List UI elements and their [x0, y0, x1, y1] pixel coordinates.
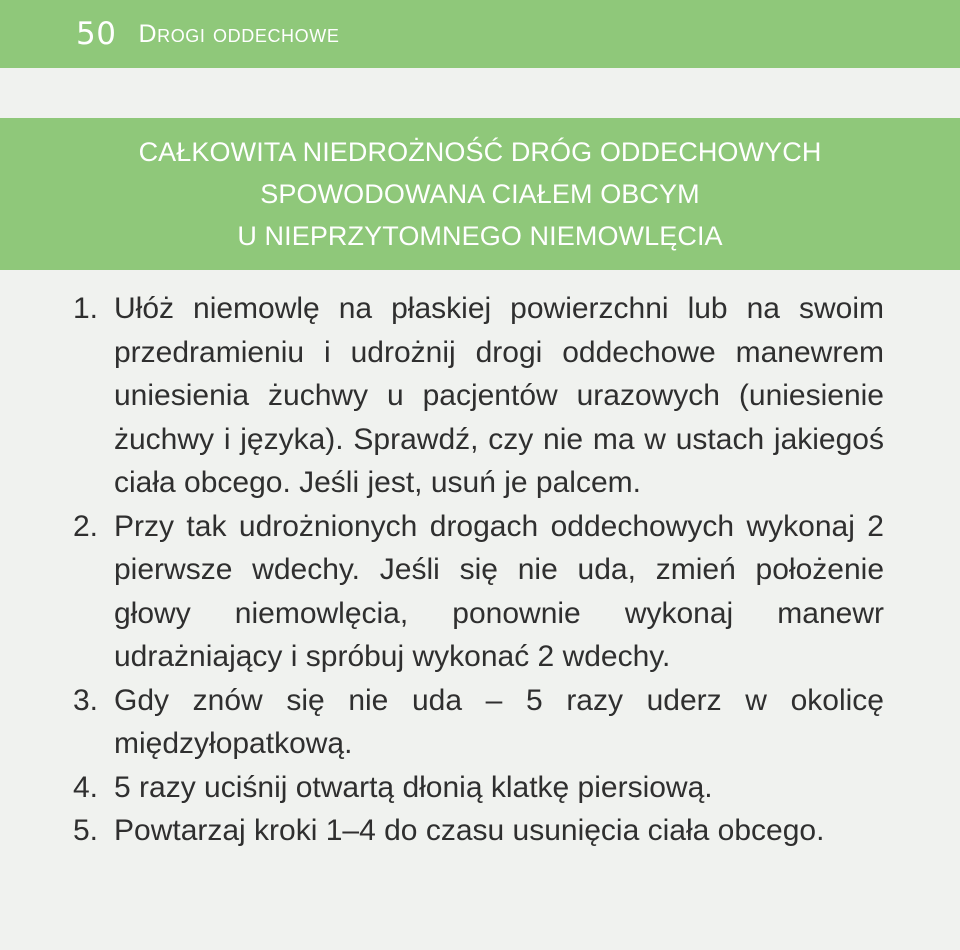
title-line: U NIEPRZYTOMNEGO NIEMOWLĘCIA	[237, 221, 723, 251]
step-text: Ułóż niemowlę na płaskiej powierzchni lub na swoim przedramieniu i udrożnij drogi oddechowe manewrem uniesienia żuchwy u pacjentów urazowych (uniesienie żuchwy i języka). Sprawdź, czy nie ma w ustach jakiegoś ciała obcego. Jeśli jest, usuń je palcem.	[114, 292, 884, 499]
title-line: SPOWODOWANA CIAŁEM OBCYM	[260, 179, 700, 209]
step-number: 5.	[73, 814, 99, 847]
step-item	[0, 809, 960, 853]
section-name: Drogi oddechowe	[138, 19, 340, 48]
title-line: CAŁKOWITA NIEDROŻNOŚĆ DRÓG ODDECHOWYCH	[138, 137, 822, 167]
step-item	[0, 287, 960, 505]
step-text: Przy tak udrożnionych drogach oddechowych wykonaj 2 pierwsze wdechy. Jeśli się nie uda, zmień położenie głowy niemowlęcia, ponownie wykonaj manewr udrażniający i spróbuj wykonać 2 wdechy.	[114, 509, 884, 673]
step-text: 5 razy uciśnij otwartą dłonią klatkę piersiową.	[114, 770, 713, 804]
page-number: 50	[76, 15, 117, 52]
step-text: Gdy znów się nie uda – 5 razy uderz w okolicę międzyłopatkową.	[114, 683, 884, 760]
step-item	[0, 766, 960, 810]
step-item	[0, 679, 960, 766]
running-head	[0, 0, 960, 68]
step-number: 3.	[73, 683, 99, 717]
step-number: 2.	[73, 509, 99, 543]
step-number: 4.	[73, 770, 99, 804]
step-item	[0, 505, 960, 679]
steps-list	[0, 287, 960, 853]
step-text: Powtarzaj kroki 1–4 do czasu usunięcia ciała obcego.	[114, 814, 825, 847]
title-box	[0, 118, 960, 270]
step-number: 1.	[73, 292, 99, 325]
